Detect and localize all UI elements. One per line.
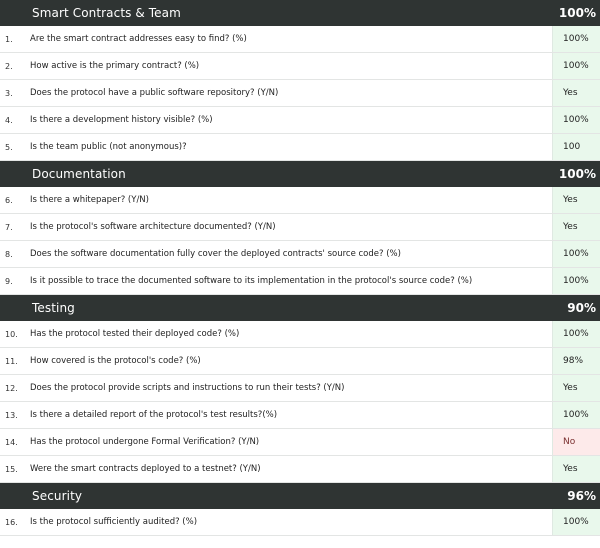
section-title: Testing [32,301,75,315]
question-text: Does the protocol provide scripts and instructions to run their tests? (Y/N) [30,383,345,393]
question-number: 14. [5,437,18,447]
question-text: Is there a whitepaper? (Y/N) [30,195,149,205]
question-number: 4. [5,115,13,125]
section-title: Security [32,489,83,503]
question-row [0,321,600,348]
answer-cell-pass: 100% [552,402,600,428]
section-score: 100% [558,167,596,181]
answer-cell-pass: 98% [552,348,600,374]
question-text: How active is the primary contract? (%) [30,61,200,71]
question-row [0,456,600,483]
question-number: 15. [5,464,18,474]
question-row [0,509,600,536]
section-score: 96% [567,489,596,503]
question-text: Is it possible to trace the documented software to its implementation in the protocol's source code? (%) [30,276,473,286]
section-title: Documentation [32,167,126,181]
question-text: Is the team public (not anonymous)? [30,142,187,152]
question-row [0,375,600,402]
question-row [0,429,600,456]
question-row [0,80,600,107]
question-text: Does the protocol have a public software repository? (Y/N) [30,88,279,98]
question-text: Has the protocol tested their deployed code? (%) [30,329,240,339]
answer-cell-pass: 100% [552,53,600,79]
answer-cell-pass: Yes [552,80,600,106]
question-number: 3. [5,88,13,98]
section-header [0,161,600,187]
section-score: 100% [558,6,596,20]
section-title: Smart Contracts & Team [32,6,181,20]
question-number: 12. [5,383,18,393]
question-row [0,241,600,268]
question-text: How covered is the protocol's code? (%) [30,356,201,366]
question-row [0,187,600,214]
question-number: 9. [5,276,13,286]
question-row [0,134,600,161]
question-number: 16. [5,517,18,527]
answer-cell-pass: 100% [552,241,600,267]
question-row [0,107,600,134]
answer-cell-pass: 100% [552,26,600,52]
answer-cell-pass: Yes [552,187,600,213]
question-number: 8. [5,249,13,259]
question-row [0,214,600,241]
answer-cell-pass: Yes [552,375,600,401]
question-row [0,53,600,80]
question-number: 13. [5,410,18,420]
question-row [0,26,600,53]
section-header [0,0,600,26]
question-text: Is there a detailed report of the protocol's test results?(%) [30,410,278,420]
question-text: Has the protocol undergone Formal Verification? (Y/N) [30,437,260,447]
answer-cell-pass: 100% [552,321,600,347]
answer-cell-pass: 100% [552,509,600,535]
answer-cell-pass: 100% [552,268,600,294]
question-number: 2. [5,61,13,71]
question-row [0,348,600,375]
answer-cell-fail: No [552,429,600,455]
answer-cell-pass: Yes [552,456,600,482]
section-header [0,483,600,509]
question-text: Is the protocol's software architecture documented? (Y/N) [30,222,276,232]
question-number: 6. [5,195,13,205]
question-text: Were the smart contracts deployed to a testnet? (Y/N) [30,464,261,474]
question-text: Does the software documentation fully cover the deployed contracts' source code? (%) [30,249,401,259]
section-score: 90% [567,301,596,315]
answer-cell-pass: Yes [552,214,600,240]
question-row [0,268,600,295]
question-number: 11. [5,356,18,366]
section-header [0,295,600,321]
question-row [0,402,600,429]
question-number: 7. [5,222,13,232]
question-number: 1. [5,34,13,44]
question-number: 5. [5,142,13,152]
answer-cell-pass: 100% [552,107,600,133]
question-text: Is there a development history visible? (%) [30,115,213,125]
question-text: Is the protocol sufficiently audited? (%) [30,517,198,527]
question-number: 10. [5,329,18,339]
question-text: Are the smart contract addresses easy to find? (%) [30,34,247,44]
answer-cell-pass: 100 [552,134,600,160]
